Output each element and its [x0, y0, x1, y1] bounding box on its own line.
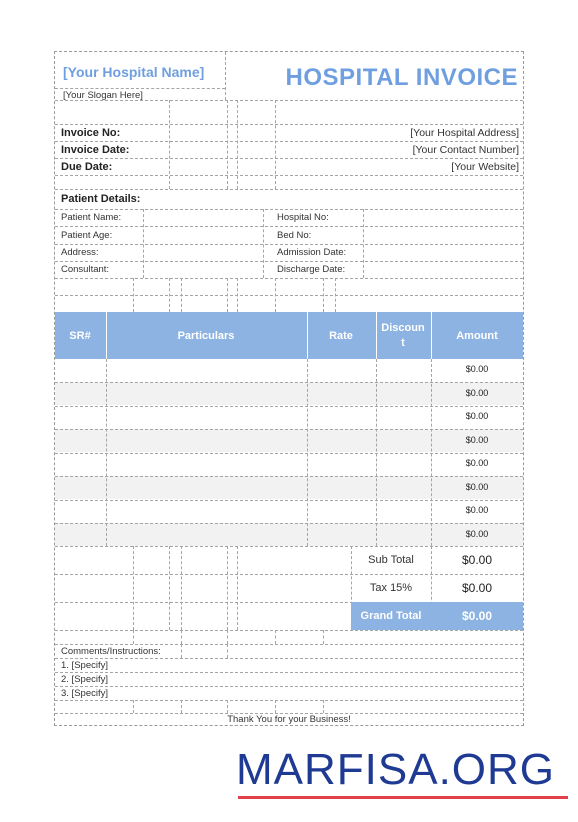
- consultant-label: Consultant:: [61, 264, 110, 275]
- comment-item: 1. [Specify]: [61, 660, 108, 671]
- hospital-no-label: Hospital No:: [277, 212, 329, 223]
- col-rate: Rate: [329, 329, 353, 342]
- amount-cell: $0.00: [465, 364, 489, 374]
- amount-cell: $0.00: [465, 505, 489, 515]
- comment-item: 3. [Specify]: [61, 688, 108, 699]
- amount-cell: $0.00: [465, 482, 489, 492]
- logo-underline: [238, 796, 568, 799]
- col-discount: Discoun t: [381, 321, 425, 349]
- hospital-name: [Your Hospital Name]: [63, 64, 205, 80]
- contact-number: [Your Contact Number]: [412, 144, 519, 156]
- comment-item: 2. [Specify]: [61, 674, 108, 685]
- patient-name-label: Patient Name:: [61, 212, 122, 223]
- tax-value: $0.00: [461, 581, 493, 595]
- address-label: Address:: [61, 247, 99, 258]
- amount-cell: $0.00: [465, 435, 489, 445]
- bed-no-label: Bed No:: [277, 230, 312, 241]
- patient-details-heading: Patient Details:: [61, 193, 141, 205]
- admission-date-label: Admission Date:: [277, 247, 347, 258]
- grand-total-value: $0.00: [461, 609, 493, 623]
- subtotal-value: $0.00: [461, 553, 493, 567]
- due-date-label: Due Date:: [61, 161, 113, 173]
- marfisa-logo: MARFISA.ORG: [236, 745, 556, 794]
- comments-heading: Comments/Instructions:: [61, 646, 161, 657]
- subtotal-label: Sub Total: [368, 554, 414, 566]
- discharge-date-label: Discharge Date:: [277, 264, 346, 275]
- patient-age-label: Patient Age:: [61, 230, 113, 241]
- col-amount: Amount: [456, 329, 498, 342]
- col-sr: SR#: [69, 329, 91, 342]
- invoice-sheet: [54, 51, 524, 726]
- amount-cell: $0.00: [465, 529, 489, 539]
- invoice-no-label: Invoice No:: [61, 127, 121, 139]
- col-particulars: Particulars: [177, 329, 235, 342]
- invoice-date-label: Invoice Date:: [61, 144, 130, 156]
- amount-cell: $0.00: [465, 458, 489, 468]
- amount-cell: $0.00: [465, 411, 489, 421]
- slogan: [Your Slogan Here]: [63, 90, 143, 101]
- thank-you-note: Thank You for your Business!: [227, 714, 351, 725]
- grand-total-label: Grand Total: [360, 610, 422, 622]
- invoice-title: HOSPITAL INVOICE: [285, 64, 518, 91]
- hospital-address: [Your Hospital Address]: [410, 127, 519, 139]
- website: [Your Website]: [451, 161, 519, 173]
- grand-total-row: [351, 602, 523, 630]
- items-table-header: [55, 312, 523, 359]
- tax-label: Tax 15%: [369, 582, 413, 594]
- amount-cell: $0.00: [465, 388, 489, 398]
